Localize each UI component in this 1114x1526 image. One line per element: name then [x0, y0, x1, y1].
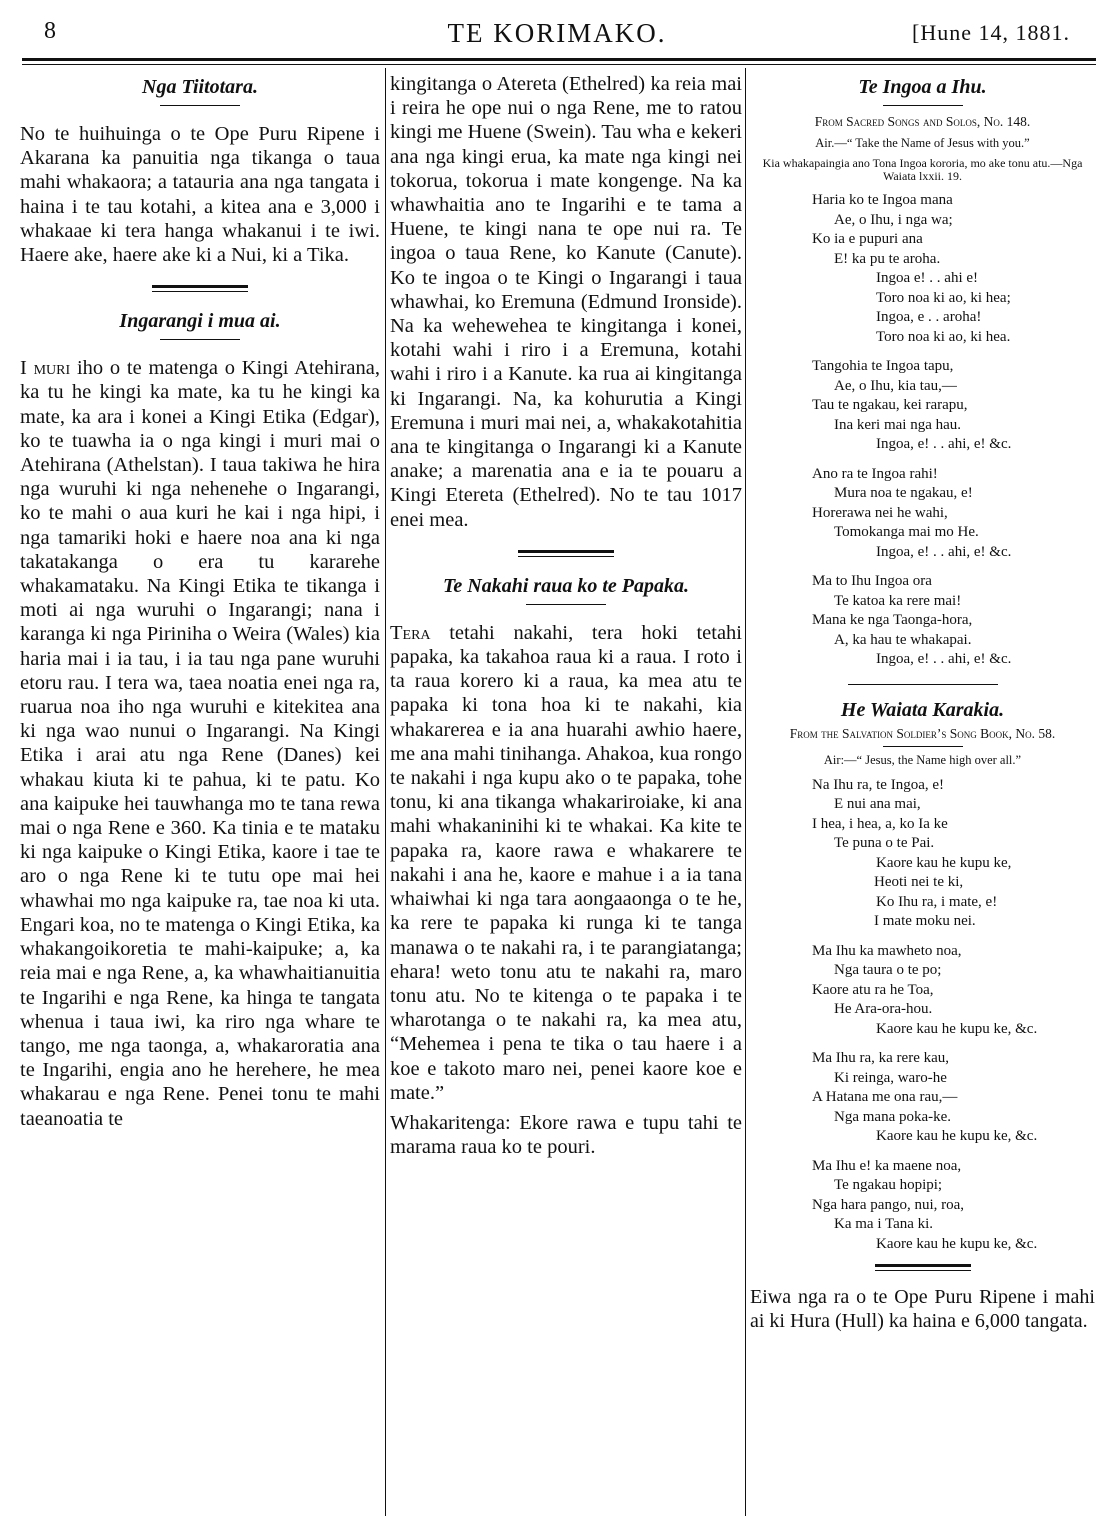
verse-line: Ko Ihu ra, i mate, e! [876, 893, 998, 910]
hymn-stanza [750, 357, 1095, 455]
column-divider [385, 68, 386, 1516]
verse-line: Toro noa ki ao, ki hea. [876, 328, 1011, 345]
title-rule [883, 105, 963, 106]
hymn-note: Kia whakapaingia ano Tona Ingoa kororia, mo ake tonu atu.—Nga Waiata lxxii. 19. [762, 156, 1083, 183]
verse-line: Ingoa, e! . . ahi, e! &c. [876, 436, 1012, 452]
verse-line: E! ka pu te aroha. [834, 250, 941, 267]
verse-line: Kaore kau he kupu ke, &c. [876, 1128, 1038, 1144]
verse-line: Mura noa te ngakau, e! [834, 485, 973, 501]
lead-words: I muri [20, 357, 71, 380]
title-rule [526, 604, 606, 605]
verse-line: Na Ihu ra, te Ingoa, e! [812, 776, 945, 793]
verse-line: Ma Ihu e! ka maene noa, [812, 1157, 962, 1174]
verse-line: Te puna o te Pai. [834, 835, 935, 851]
verse-line: Ingoa, e . . aroha! [876, 309, 982, 325]
verse-line: Ma Ihu ra, ka rere kau, [812, 1050, 950, 1066]
hymn-title: He Waiata Karakia. [840, 698, 1005, 721]
verse-line: Kaore kau he kupu ke, &c. [876, 1020, 1038, 1037]
hymn-stanza [750, 942, 1095, 1040]
article-body: No te huihuinga o te Ope Puru Ripene i Akarana ka panuitia nga tikanga o taua mahi whakaora; a tatauria ana nga tangata i haina i te tau kotahi, a kitea ana e 3,000 i whakaae ki tera hanga whakanui i te iwi. Haere ake, haere ake ki a Nui, ki a Tika. [20, 123, 380, 267]
verse-line: Mana ke nga Taonga-hora, [812, 612, 973, 628]
verse-line: Ina keri mai nga hau. [834, 416, 962, 433]
verse-line: Ano ra te Ingoa rahi! [812, 465, 938, 482]
header-rule-thin [22, 64, 1096, 65]
article-body-text: iho o te matenga o Kingi Atehirana, ka tu he kingi ka mate, ka tu he kingi ka mate, ka ara i konei a Kingi Etika (Edgar), ko te tuawha ia o nga kingi i muri mai o Atehirana (Athelstan). I taua takiwa he hira nga wuruhi ki nga nehenehe o Ingarangi, ko te mahi o aua kuri he kai i nga hipi, i nga tamariki hoki e haere noa ana ki nga takatakanga o era tu kararehe whakamataku. Na Kingi Etika te tikanga i moti ai nga wuruhi o Ingarangi; nana i karanga ki nga Piriniha o Weira (Wales) kia haria mai i ia tau, i ia tau nga pane wuruhi etoru rau. I tera wa, taea noatia enei nga ra, ruarua noa iho nga wuruhi e kitekitea ana ki nga wao nunui o Ingarangi. Na Kingi Etika i arai atu nga Rene (Danes) kei whakau kiuta ki te pahua, ki te patu. Ko ana kaipuke hei tauwhanga mo te tana rewa mai o nga Rene e 360. Ka tinia e te mataku ki nga kaipuke o Kingi Etika, kaore i tae te aro o nga Rene ki te tutu ope mai hei whawhai mo nga kaipuke ra, tae noa ki uta. Engari koa, no te matenga o Kingi Etika, ka whakangoikoretia te mahi-kaipuke; a, ka reia mai e nga Rene, a, ka whawhaitianuitia te Ingarihi e nga Rene, ka hinga te tangata whenua i taua iwi, ka riro nga whare te tango, me nga taonga, a, whakaroratia ana te Ingarihi, engia ano he herehere, he mea whakarau e nga Rene. Penei tonu te mahi taeanoatia te [20, 357, 381, 1130]
verse-line: Ma Ihu ka mawheto noa, [812, 942, 962, 959]
section-divider [152, 285, 248, 292]
hymn-air: Air:—“ Jesus, the Name high over all.” [823, 752, 1022, 767]
hymn-verses [750, 776, 1095, 1255]
verse-line: Kaore kau he kupu ke, [876, 854, 1012, 871]
hymn-stanza [750, 1049, 1095, 1147]
verse-line: Tomokanga mai mo He. [834, 524, 979, 540]
verse-line: Haria ko te Ingoa mana [812, 192, 953, 208]
verse-line: Tangohia te Ingoa tapu, [812, 358, 954, 374]
page-number: 8 [44, 18, 56, 44]
verse-line: Horerawa nei he wahi, [812, 504, 948, 521]
hymn-stanza [750, 465, 1095, 563]
verse-line: Kaore atu ra he Toa, [812, 981, 934, 998]
verse-line: Ae, o Ihu, kia tau,— [834, 377, 957, 394]
title-rule [883, 746, 963, 747]
title-rule [160, 105, 240, 106]
hymn-title: Te Ingoa a Ihu. [858, 76, 987, 98]
section-divider [875, 1264, 971, 1271]
article-moral: Whakaritenga: Ekore rawa e tupu tahi te marama raua ko te pouri. [390, 1111, 742, 1159]
hymn-air: Air.—“ Take the Name of Jesus with you.” [815, 136, 1030, 150]
newspaper-title: TE KORIMAKO. [447, 18, 667, 48]
hymn-source: From Sacred Songs and Solos, No. 148. [814, 114, 1031, 129]
verse-line: Tau te ngakau, kei rarapu, [812, 397, 968, 413]
hymn-stanza [750, 191, 1095, 347]
column-3 [750, 72, 1095, 1353]
hymn-verses [750, 191, 1095, 670]
verse-line: E nui ana mai, [834, 796, 921, 812]
article-title: Te Nakahi raua ko te Papaka. [443, 574, 689, 597]
verse-line: Te ngakau hopipi; [834, 1177, 943, 1193]
article-body [20, 356, 380, 1131]
article-body: kingitanga o Atereta (Ethelred) ka reia mai i reira he ope nui o nga Rene, me to ratou kingi me Huene (Swein). Tau wha e kekeri ana nga kingi erua, ka mate nga kingi nei tokorua, tokorua i mate kongenge. Na ka whawhaitia ano te Ingarihi e te tama a Huene, te kingi nana te ope nui ra. Te ingoa o taua Rene, ko Kanute (Canute). Ko te ingoa o te Kingi o Ingarangi i taua whawhai, ko Eremuna (Edmund Ironside). Na ka wehewehea te kingitanga i konei, kotahi wahi i riro i a Eremuna, kotahi wahi i riro i a Kanute. ka rua ai kingitanga ki Ingarangi. Na, ka kohurutia a Kingi Eremuna i muri mai nei, a, whakakotahitia ana te kingitanga o Ingarangi ki a Kanute anake; a marenatia ana e ia te pouaru a Kingi Etereta (Ethelred). No te tau 1017 enei mea. [390, 73, 742, 531]
lead-words: Tera [390, 621, 431, 644]
verse-line: Ingoa, e! . . ahi, e! &c. [876, 651, 1012, 667]
verse-line: Ma to Ihu Ingoa ora [812, 573, 932, 589]
article-title: Ingarangi i mua ai. [119, 310, 281, 333]
verse-line: Ingoa, e! . . ahi, e! &c. [876, 543, 1012, 560]
column-2 [390, 72, 742, 1159]
verse-line: Toro noa ki ao, ki hea; [876, 289, 1011, 306]
verse-line: Ka ma i Tana ki. [834, 1216, 934, 1232]
verse-line: I hea, i hea, a, ko Ia ke [812, 815, 948, 832]
article-title: Nga Tiitotara. [142, 76, 258, 98]
verse-line: Ingoa e! . . ahi e! [876, 270, 979, 286]
verse-line: Nga taura o te po; [834, 962, 942, 978]
column-1 [20, 72, 380, 1131]
verse-line: Ko ia e pupuri ana [812, 231, 923, 247]
verse-line: Heoti nei te ki, [874, 874, 964, 890]
hymn-source: From the Salvation Soldier’s Song Book, No. 58. [789, 725, 1056, 741]
verse-line: Ki reinga, waro-he [834, 1069, 947, 1086]
title-rule [160, 339, 240, 340]
verse-line: A, ka hau te whakapai. [834, 631, 972, 648]
verse-line: Nga hara pango, nui, roa, [812, 1196, 965, 1213]
verse-line: I mate moku nei. [874, 913, 976, 929]
header-rule [22, 58, 1096, 61]
hymn-stanza [750, 572, 1095, 670]
verse-line: He Ara-ora-hou. [834, 1001, 933, 1017]
verse-line: Nga mana poka-ke. [834, 1108, 952, 1125]
section-divider [518, 550, 614, 557]
article-body-text: tetahi nakahi, tera hoki tetahi papaka, ka takahoa raua ki a raua. I roto i ta raua korero ki a raua, ka mea atu te papaka ki tona hoa ki te nakahi, kia whakarerea e ia ana huarahi awhio haere, me ana mahi tinihanga. Ahakoa, kua rongo te nakahi i nga kupu ako o te papaka, tohe tonu, ki ana tikanga whakariroiake, ki ana mahi whakaninihi ki te whakai. Ka kite te papaka ra, kaore rawa e whakarere te nakahi i ana he, kaore e mahue i a ia tana whaiwhai ki nga tara aongaaonga o te he, ka rere te papaka ki runga ki te tanga manawa o te nakahi ra, i te parangiatanga; ehara! weto tonu atu te nakahi ra, maro tonu atu. No te kitenga o te papaka i te wharotanga o te nakahi ra, ka mea atu, “Mehemea i pena te tika o tau haere i a koe e takoto maro nei, penei kaore koe e mate.” [390, 621, 742, 1104]
column-divider [745, 68, 746, 1516]
page-header [0, 14, 1114, 54]
news-note: Eiwa nga ra o te Ope Puru Ripene i mahi ai ki Hura (Hull) ka haina e 6,000 tangata. [750, 1286, 1095, 1332]
article-body [390, 621, 742, 1105]
verse-line: A Hatana me ona rau,— [812, 1089, 958, 1105]
section-divider [848, 684, 998, 685]
hymn-stanza [750, 1157, 1095, 1255]
hymn-stanza [750, 776, 1095, 932]
issue-date: [Hune 14, 1881. [912, 20, 1070, 45]
verse-line: Te katoa ka rere mai! [834, 592, 962, 609]
verse-line: Ae, o Ihu, i nga wa; [834, 211, 953, 228]
verse-line: Kaore kau he kupu ke, &c. [876, 1235, 1038, 1252]
